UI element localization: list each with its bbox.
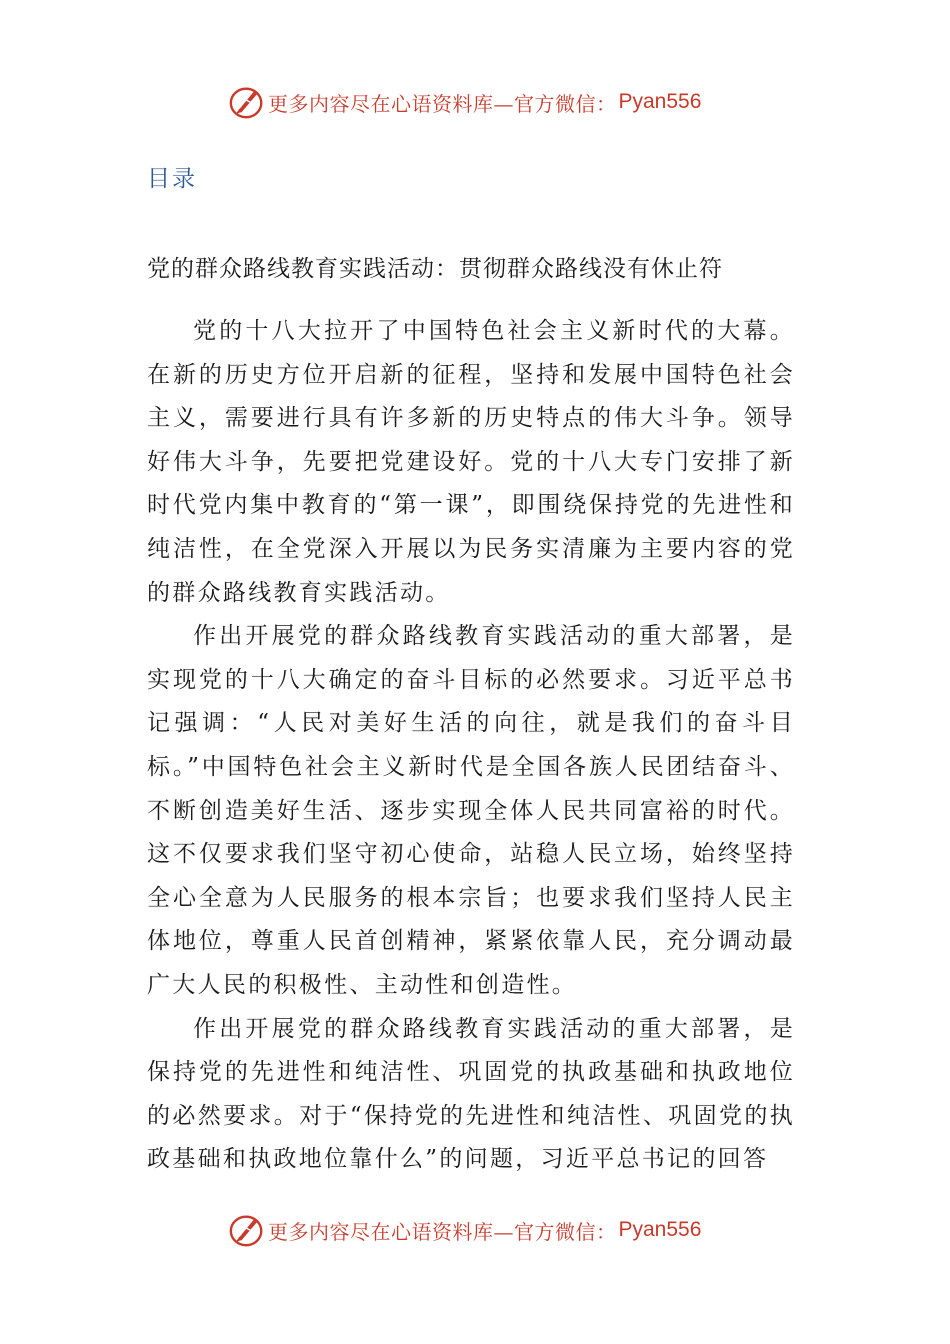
quill-logo-icon (228, 83, 266, 121)
banner-text: 更多内容尽在心语资料库—官方微信： (268, 1219, 617, 1244)
article-title: 党的群众路线教育实践活动：贯彻群众路线没有休止符 (147, 256, 723, 282)
toc-heading[interactable]: 目录 (147, 166, 197, 192)
header-banner (228, 82, 748, 122)
paragraph: 作出开展党的群众路线教育实践活动的重大部署，是实现党的十八大确定的奋斗目标的必然要求。习近平总书记强调：“人民对美好生活的向往，就是我们的奋斗目标。”中国特色社会主义新时代是全国各族人民团结奋斗、不断创造美好生活、逐步实现全体人民共同富裕的时代。这不仅要求我们坚守初心使命，站稳人民立场，始终坚持全心全意为人民服务的根本宗旨；也要求我们坚持人民主体地位，尊重人民首创精神，紧紧依靠人民，充分调动最广大人民的积极性、主动性和创造性。 (147, 623, 795, 998)
wechat-id: Pyan556 (618, 90, 702, 113)
article-body (147, 310, 795, 1182)
footer-banner (228, 1210, 748, 1250)
quill-logo-icon (228, 1211, 266, 1249)
wechat-id: Pyan556 (618, 1218, 702, 1241)
paragraph: 作出开展党的群众路线教育实践活动的重大部署，是保持党的先进性和纯洁性、巩固党的执政基础和执政地位的必然要求。对于“保持党的先进性和纯洁性、巩固党的执政基础和执政地位靠什么”的问题，习近平总书记的回答 (147, 1015, 795, 1173)
banner-text: 更多内容尽在心语资料库—官方微信： (268, 91, 617, 116)
paragraph: 党的十八大拉开了中国特色社会主义新时代的大幕。在新的历史方位开启新的征程，坚持和发展中国特色社会主义，需要进行具有许多新的历史特点的伟大斗争。领导好伟大斗争，先要把党建设好。党的十八大专门安排了新时代党内集中教育的“第一课”，即围绕保持党的先进性和纯洁性，在全党深入开展以为民务实清廉为主要内容的党的群众路线教育实践活动。 (147, 318, 795, 606)
